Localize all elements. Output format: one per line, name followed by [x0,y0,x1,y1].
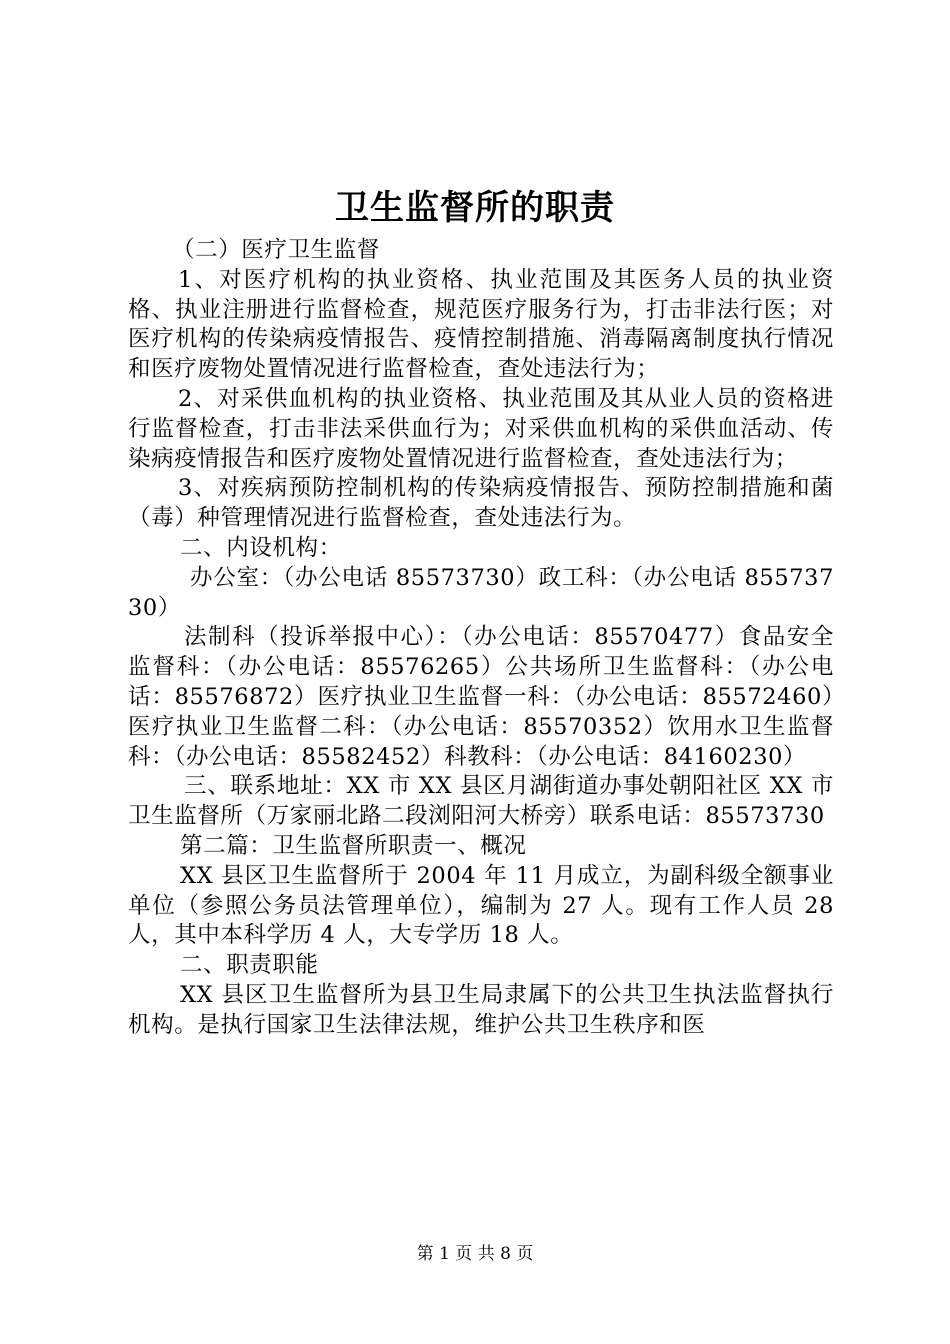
paragraph-duties: XX 县区卫生监督所为县卫生局隶属下的公共卫生执法监督执行机构。是执行国家卫生法律法规，维护公共卫生秩序和医 [128,981,834,1038]
document-body [128,236,834,1041]
paragraph-item-3: 3、对疾病预防控制机构的传染病疫情报告、预防控制措施和菌（毒）种管理情况进行监督检查，查处违法行为。 [128,475,834,532]
paragraph-subsection-medical: （二）医疗卫生监督 [172,237,380,263]
document-title: 卫生监督所的职责 [335,188,615,228]
paragraph-item-1: 1、对医疗机构的执业资格、执业范围及其医务人员的执业资格、执业注册进行监督检查，规范医疗服务行为，打击非法行医；对医疗机构的传染病疫情报告、疫情控制措施、消毒隔离制度执行情况和医疗废物处置情况进行监督检查，查处违法行为； [128,266,834,383]
paragraph-department-phones: 法制科（投诉举报中心）：（办公电话：85570477）食品安全监督科：（办公电话：85576265）公共场所卫生监督科：（办公电话：85576872）医疗执业卫生监督一科：（办公电话：85572460）医疗执业卫生监督二科：（办公电话：85570352）饮用水卫生监督科：（办公电话：85582452）科教科：（办公电话：84160230） [128,624,834,770]
section-heading-departments: 二、内设机构： [180,534,342,561]
paragraph-item-2: 2、对采供血机构的执业资格、执业范围及其从业人员的资格进行监督检查，打击非法采供血行为；对采供血机构的采供血活动、传染病疫情报告和医疗废物处置情况进行监督检查，查处违法行为； [128,385,834,472]
page-footer-indicator: 第 1 页 共 8 页 [416,1244,534,1264]
section-heading-duties: 二、职责职能 [180,952,319,979]
section-heading-part-two: 第二篇：卫生监督所职责一、概况 [180,832,527,859]
paragraph-office-phones: 办公室：（办公电话 85573730）政工科：（办公电话 85573730） [128,564,834,621]
paragraph-contact-address: 三、联系地址：XX 市 XX 县区月湖街道办事处朝阳社区 XX 市卫生监督所（万家丽北路二段浏阳河大桥旁）联系电话：85573730 [128,773,834,830]
paragraph-overview: XX 县区卫生监督所于 2004 年 11 月成立，为副科级全额事业单位（参照公务员法管理单位），编制为 27 人。现有工作人员 28 人，其中本科学历 4 人，大专学历 18 人。 [128,862,834,949]
